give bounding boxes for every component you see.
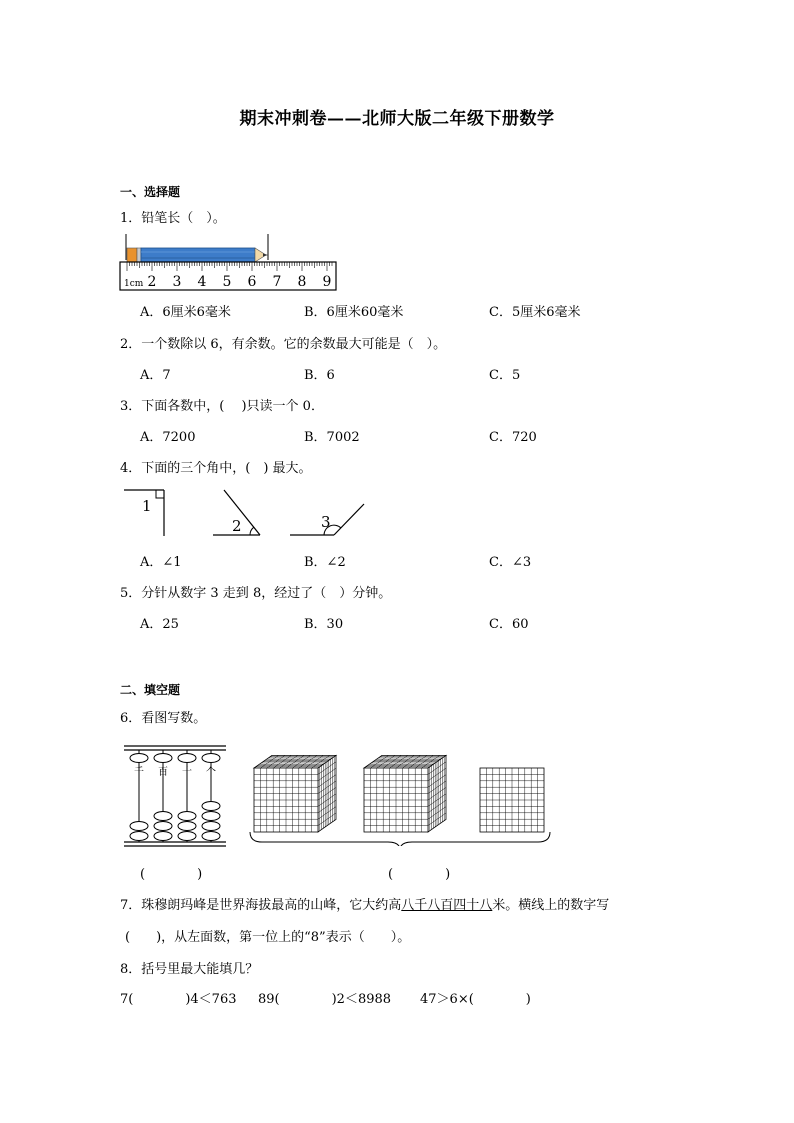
- abacus-bead: [202, 754, 220, 763]
- ruler-number: 4: [197, 274, 207, 290]
- section-heading-choice: 一、选择题: [120, 185, 181, 199]
- abacus-bead: [202, 812, 220, 821]
- abacus-label-thousands: 千: [134, 767, 144, 778]
- ruler-number: 8: [297, 274, 307, 290]
- angle-3: [290, 504, 364, 535]
- abacus-answer-blank[interactable]: ( ): [140, 867, 203, 882]
- angle-2: [213, 490, 260, 535]
- question-3-option-a: A．7200: [140, 430, 196, 445]
- question-1-option-b: B．6厘米60毫米: [304, 305, 404, 320]
- hundred-flat: [480, 768, 544, 832]
- question-1-option-a: A．6厘米6毫米: [140, 305, 231, 320]
- abacus-figure: [122, 742, 228, 848]
- question-3-option-b: B．7002: [304, 430, 360, 445]
- thousand-cube: [364, 755, 446, 832]
- question-8-item-2: 89( )2＜8988: [258, 992, 392, 1007]
- abacus-bead: [178, 832, 196, 841]
- pencil-ruler-figure: [118, 232, 340, 292]
- thousand-cube: [254, 755, 336, 832]
- blocks-figure: [248, 740, 558, 846]
- question-8-item-3: 47＞6×( ): [420, 992, 531, 1007]
- abacus-label-tens: 十: [182, 767, 192, 778]
- abacus-label-ones: 个: [206, 767, 216, 778]
- question-7-text-a: 7．珠穆朗玛峰是世界海拔最高的山峰，它大约高: [120, 898, 402, 913]
- ruler-number: 9: [322, 274, 332, 290]
- abacus-label-hundreds: 百: [158, 767, 168, 778]
- question-4-option-c: C．∠3: [489, 555, 532, 570]
- abacus-rods: [130, 750, 220, 842]
- question-8-stem: 8．括号里最大能填几？: [120, 962, 259, 977]
- abacus-bead: [178, 822, 196, 831]
- abacus-bead: [178, 812, 196, 821]
- abacus-bead: [130, 754, 148, 763]
- question-7-line-2: ( )，从左面数，第一位上的“8”表示（ ）。: [125, 930, 411, 945]
- abacus-bead: [130, 822, 148, 831]
- abacus-bead: [154, 822, 172, 831]
- question-7-line-1: [120, 894, 609, 913]
- abacus-bead: [202, 802, 220, 811]
- page-title: 期末冲刺卷——北师大版二年级下册数学: [239, 109, 555, 129]
- question-7-text-b: 米。横线上的数字写: [492, 898, 610, 913]
- question-2-option-c: C．5: [489, 368, 521, 383]
- question-7-underlined-number: 八千八百四十八: [401, 898, 493, 913]
- question-5-option-c: C．60: [489, 617, 529, 632]
- angle-1-label: 1: [142, 497, 152, 515]
- abacus-bead: [178, 754, 196, 763]
- question-3-option-c: C．720: [489, 430, 537, 445]
- ruler-number: 3: [172, 274, 182, 290]
- angle-1: [124, 490, 164, 536]
- blocks-answer-blank[interactable]: ( ): [388, 867, 451, 882]
- question-2-stem: 2．一个数除以 6，有余数。它的余数最大可能是（ ）。: [120, 337, 447, 352]
- question-1-option-c: C．5厘米6毫米: [489, 305, 581, 320]
- abacus-bead: [202, 832, 220, 841]
- question-4-option-a: A．∠1: [140, 555, 182, 570]
- question-6-stem: 6．看图写数。: [120, 711, 207, 726]
- question-5-stem: 5．分针从数字 3 走到 8，经过了（ ）分钟。: [120, 586, 392, 601]
- question-8-item-1: 7( )4＜763: [120, 992, 237, 1007]
- abacus-bead: [154, 754, 172, 763]
- question-4-option-b: B．∠2: [304, 555, 346, 570]
- pencil: [126, 234, 268, 262]
- ruler-number: 7: [272, 274, 282, 290]
- question-3-stem: 3．下面各数中，( )只读一个 0．: [120, 399, 324, 414]
- abacus-bead: [130, 832, 148, 841]
- question-4-stem: 4．下面的三个角中，( ) 最大。: [120, 461, 312, 476]
- ruler-number: 6: [247, 274, 257, 290]
- abacus-bead: [154, 812, 172, 821]
- angles-figure: [118, 486, 378, 542]
- question-5-option-a: A．25: [140, 617, 179, 632]
- section-heading-fill-in: 二、填空题: [120, 683, 181, 697]
- angle-3-label: 3: [321, 513, 331, 531]
- angle-2-label: 2: [232, 517, 242, 535]
- abacus-bead: [202, 822, 220, 831]
- question-5-option-b: B．30: [304, 617, 344, 632]
- grouping-brace: [250, 832, 550, 846]
- ruler-number: 2: [147, 274, 157, 290]
- abacus-bead: [154, 832, 172, 841]
- question-2-option-a: A．7: [140, 368, 171, 383]
- question-1-stem: 1．铅笔长（ ）。: [120, 211, 226, 226]
- ruler-number: 5: [222, 274, 232, 290]
- ruler-unit-label: 1cm: [124, 279, 144, 289]
- question-2-option-b: B．6: [304, 368, 335, 383]
